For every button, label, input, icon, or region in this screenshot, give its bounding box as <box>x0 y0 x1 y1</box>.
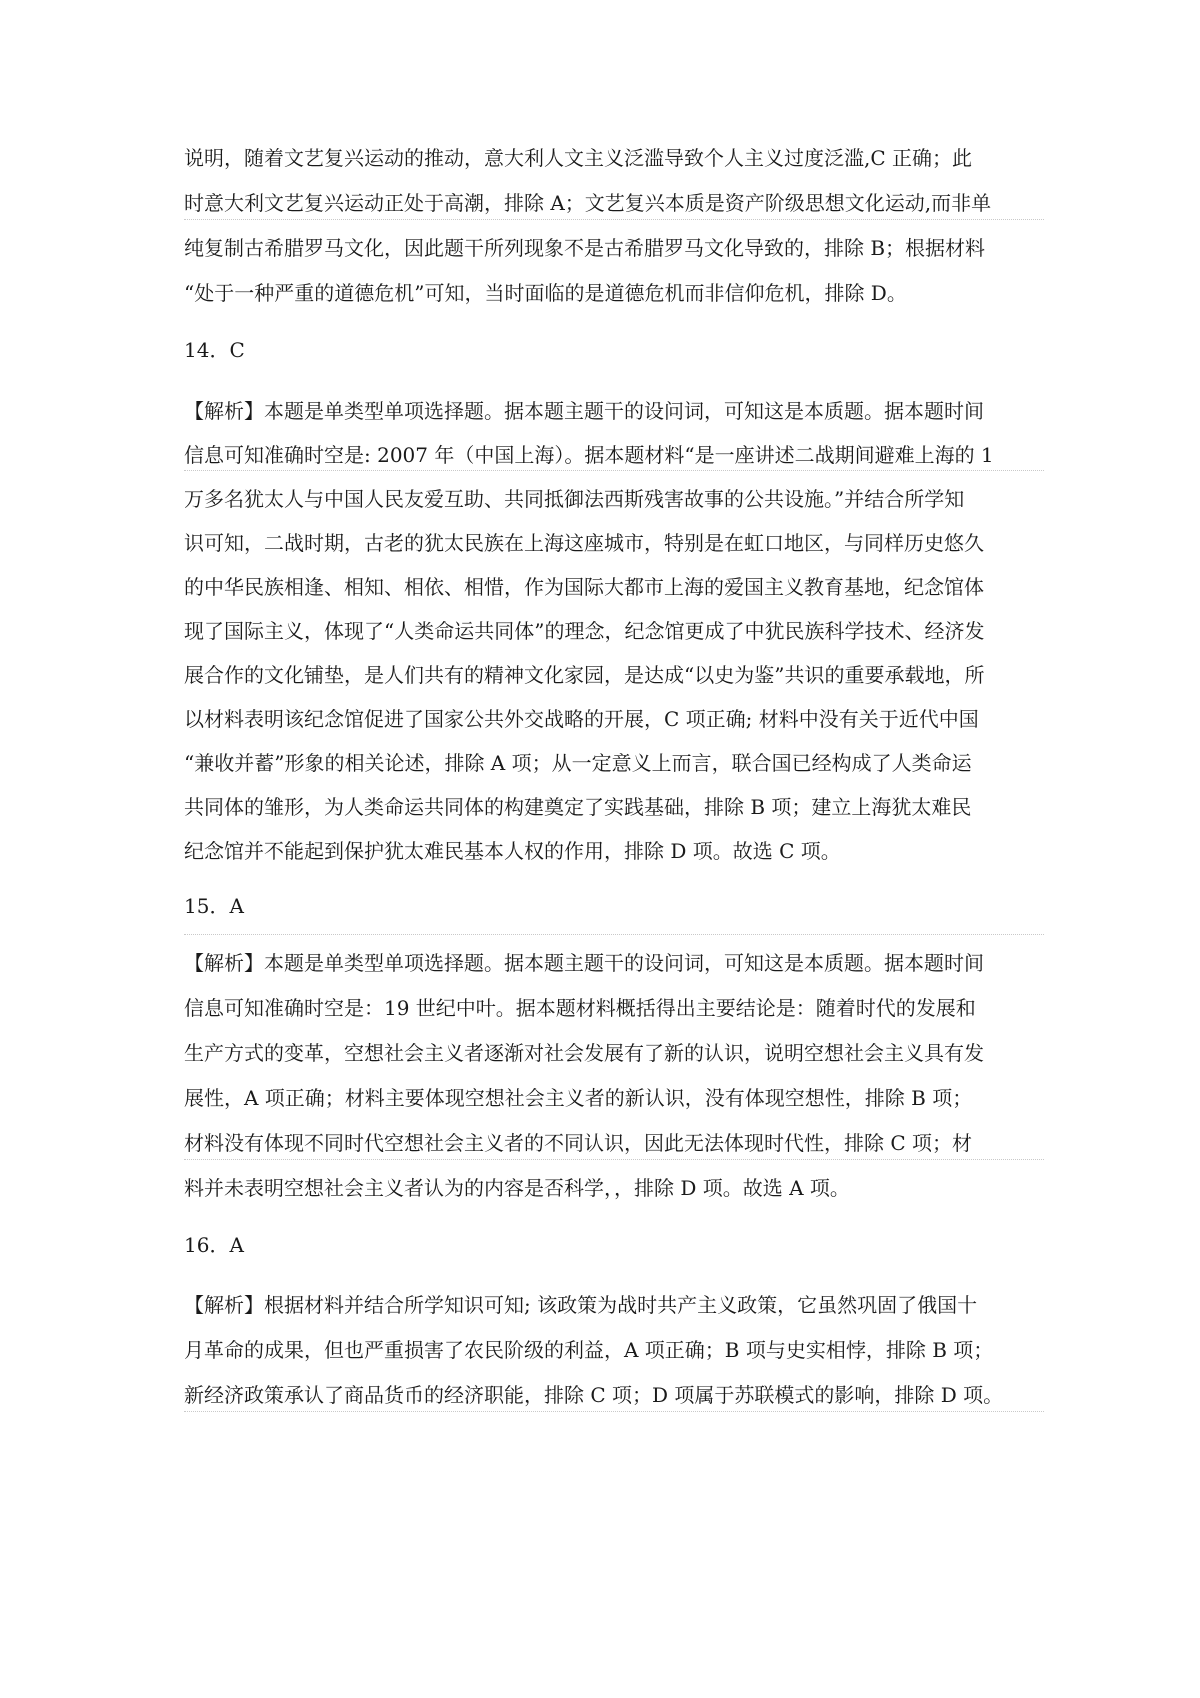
text-line: 月革命的成果，但也严重损害了农民阶级的利益，A 项正确；B 项与史实相悖，排除 B 项； <box>184 1338 994 1362</box>
text-line: “处于一种严重的道德危机”可知，当时面临的是道德危机而非信仰危机，排除 D。 <box>184 281 907 305</box>
text-line: 料并未表明空想社会主义者认为的内容是否科学，，排除 D 项。故选 A 项。 <box>184 1176 850 1200</box>
text-line: 【解析】本题是单类型单项选择题。据本题主题干的设问词，可知这是本质题。据本题时间 <box>184 399 984 423</box>
text-line: 信息可知准确时空是: 2007 年（中国上海）。据本题材料“是一座讲述二战期间避难上海的 1 <box>184 443 994 467</box>
text-line: 材料没有体现不同时代空想社会主义者的不同认识，因此无法体现时代性，排除 C 项；材 <box>184 1131 973 1155</box>
dotted-rule <box>184 1411 1044 1412</box>
text-line: 现了国际主义，体现了“人类命运共同体”的理念，纪念馆更成了中犹民族科学技术、经济发 <box>184 619 985 643</box>
text-line: 纯复制古希腊罗马文化，因此题干所列现象不是古希腊罗马文化导致的，排除 B；根据材料 <box>184 236 986 260</box>
text-line: 的中华民族相逢、相知、相依、相惜，作为国际大都市上海的爱国主义教育基地，纪念馆体 <box>184 575 984 599</box>
text-line: 纪念馆并不能起到保护犹太难民基本人权的作用，排除 D 项。故选 C 项。 <box>184 839 841 863</box>
answer-label: 14．C <box>184 338 245 362</box>
dotted-rule <box>184 1159 1044 1160</box>
text-line: 【解析】本题是单类型单项选择题。据本题主题干的设问词，可知这是本质题。据本题时间 <box>184 951 984 975</box>
text-line: 生产方式的变革，空想社会主义者逐渐对社会发展有了新的认识，说明空想社会主义具有发 <box>184 1041 984 1065</box>
dotted-rule <box>184 219 1044 220</box>
text-line: 时意大利文艺复兴运动正处于高潮，排除 A；文艺复兴本质是资产阶级思想文化运动,而非单 <box>184 191 992 215</box>
text-line: 【解析】根据材料并结合所学知识可知; 该政策为战时共产主义政策，它虽然巩固了俄国十 <box>184 1293 978 1317</box>
dotted-rule <box>184 470 1044 471</box>
text-line: 以材料表明该纪念馆促进了国家公共外交战略的开展，C 项正确; 材料中没有关于近代中国 <box>184 707 979 731</box>
text-line: 新经济政策承认了商品货币的经济职能，排除 C 项；D 项属于苏联模式的影响，排除 D 项。 <box>184 1383 1004 1407</box>
answer-label: 16．A <box>184 1233 244 1257</box>
text-line: 万多名犹太人与中国人民友爱互助、共同抵御法西斯残害故事的公共设施。”并结合所学知 <box>184 487 965 511</box>
text-line: 共同体的雏形，为人类命运共同体的构建奠定了实践基础，排除 B 项；建立上海犹太难民 <box>184 795 972 819</box>
text-line: “兼收并蓄”形象的相关论述，排除 A 项；从一定意义上而言，联合国已经构成了人类命运 <box>184 751 972 775</box>
text-line: 展性，A 项正确；材料主要体现空想社会主义者的新认识，没有体现空想性，排除 B 项； <box>184 1086 973 1110</box>
answer-label: 15．A <box>184 894 244 918</box>
text-line: 信息可知准确时空是：19 世纪中叶。据本题材料概括得出主要结论是：随着时代的发展和 <box>184 996 976 1020</box>
text-line: 说明，随着文艺复兴运动的推动，意大利人文主义泛滥导致个人主义过度泛滥,C 正确；此 <box>184 146 973 170</box>
dotted-rule <box>184 934 1044 935</box>
text-line: 展合作的文化铺垫，是人们共有的精神文化家园，是达成“以史为鉴”共识的重要承载地，所 <box>184 663 985 687</box>
text-line: 识可知，二战时期，古老的犹太民族在上海这座城市，特别是在虹口地区，与同样历史悠久 <box>184 531 984 555</box>
